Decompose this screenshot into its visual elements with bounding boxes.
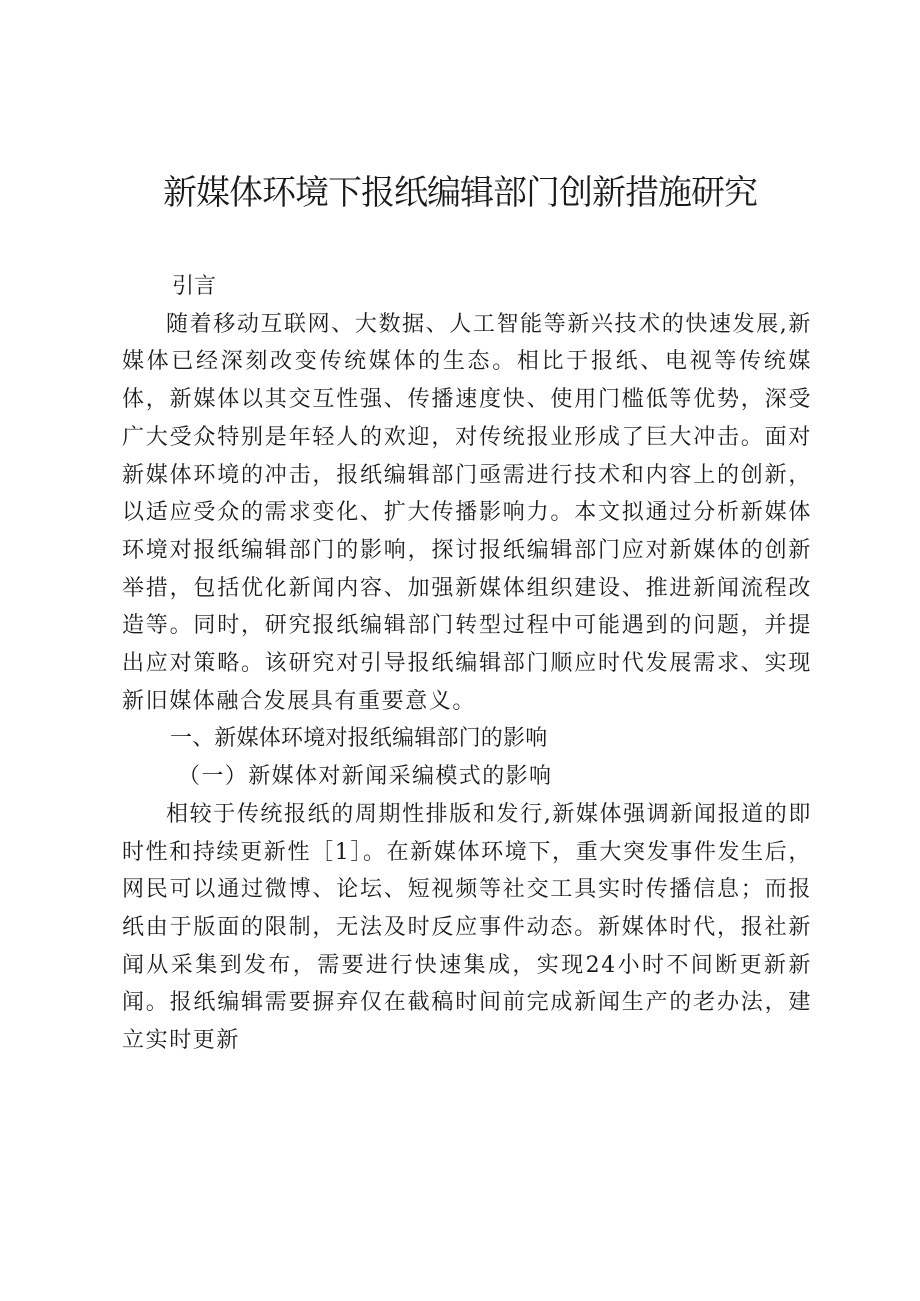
intro-paragraph: 随着移动互联网、大数据、人工智能等新兴技术的快速发展,新媒体已经深刻改变传统媒体的生态。相比于报纸、电视等传统媒体，新媒体以其交互性强、传播速度快、使用门槛低等优势，深受广大受众特别是年轻人的欢迎，对传统报业形成了巨大冲击。面对新媒体环境的冲击，报纸编辑部门亟需进行技术和内容上的创新，以适应受众的需求变化、扩大传播影响力。本文拟通过分析新媒体环境对报纸编辑部门的影响，探讨报纸编辑部门应对新媒体的创新举措，包括优化新闻内容、加强新媒体组织建设、推进新闻流程改造等。同时，研究报纸编辑部门转型过程中可能遇到的问题，并提出应对策略。该研究对引导报纸编辑部门顺应时代发展需求、实现新旧媒体融合发展具有重要意义。 (122, 311, 812, 714)
subsection-paragraph: 相较于传统报纸的周期性排版和发行,新媒体强调新闻报道的即时性和持续更新性［1］。在新媒体环境下，重大突发事件发生后，网民可以通过微博、论坛、短视频等社交工具实时传播信息；而报纸由于版面的限制，无法及时反应事件动态。新媒体时代，报社新闻从采集到发布，需要进行快速集成，实现24小时不间断更新新闻。报纸编辑需要摒弃仅在截稿时间前完成新闻生产的老办法，建立实时更新 (122, 801, 812, 1054)
section-heading: 一、新媒体环境对报纸编辑部门的影响 (170, 726, 548, 752)
subsection-heading: （一）新媒体对新闻采编模式的影响 (178, 764, 553, 790)
intro-label: 引言 (172, 274, 217, 299)
document-title: 新媒体环境下报纸编辑部门创新措施研究 (163, 173, 757, 213)
document-body (122, 268, 812, 1060)
